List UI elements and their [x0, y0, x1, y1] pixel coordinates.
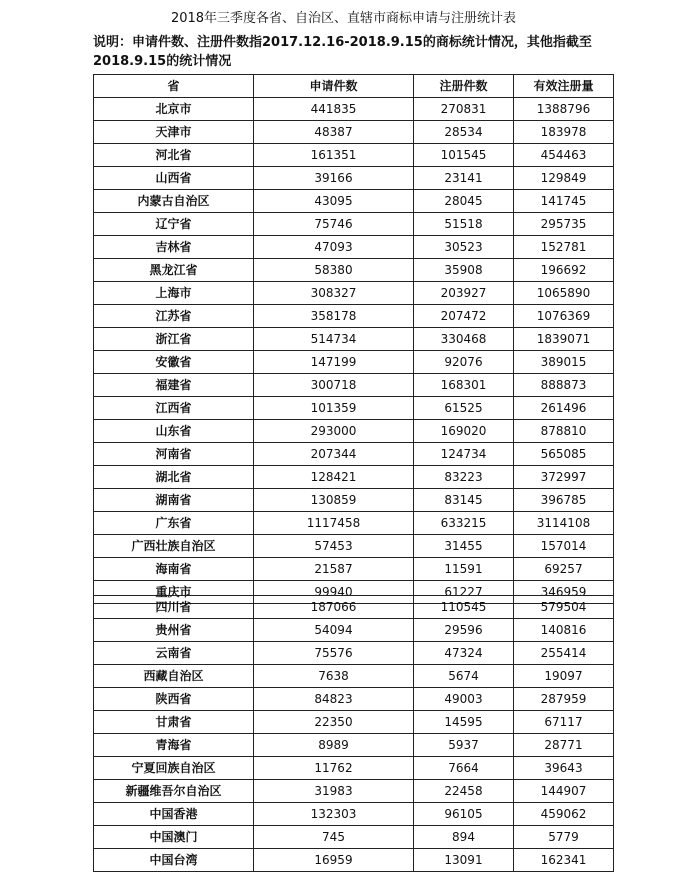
table-row: [94, 535, 614, 558]
table-row: [94, 780, 614, 803]
registrations-cell: 13091: [414, 849, 514, 872]
valid-registrations-cell: 255414: [514, 642, 614, 665]
table-row: [94, 351, 614, 374]
registrations-cell: 23141: [414, 167, 514, 190]
province-cell: 北京市: [94, 98, 254, 121]
table-row: [94, 190, 614, 213]
province-cell: 新疆维吾尔自治区: [94, 780, 254, 803]
valid-registrations-cell: 287959: [514, 688, 614, 711]
valid-registrations-cell: 3114108: [514, 512, 614, 535]
table-row: [94, 619, 614, 642]
registrations-cell: 203927: [414, 282, 514, 305]
applications-cell: 207344: [254, 443, 414, 466]
table-row: [94, 259, 614, 282]
valid-registrations-cell: 67117: [514, 711, 614, 734]
province-cell: 湖北省: [94, 466, 254, 489]
valid-registrations-cell: 396785: [514, 489, 614, 512]
applications-cell: 22350: [254, 711, 414, 734]
registrations-cell: 49003: [414, 688, 514, 711]
header-valid-registrations: 有效注册量: [514, 75, 614, 98]
table-row: [94, 734, 614, 757]
table-row: [94, 305, 614, 328]
table-row: [94, 328, 614, 351]
table-row: [94, 374, 614, 397]
registrations-cell: 22458: [414, 780, 514, 803]
province-cell: 青海省: [94, 734, 254, 757]
valid-registrations-cell: 389015: [514, 351, 614, 374]
table-row: [94, 282, 614, 305]
table-row: [94, 397, 614, 420]
valid-registrations-cell: 888873: [514, 374, 614, 397]
table-row: [94, 489, 614, 512]
applications-cell: 16959: [254, 849, 414, 872]
table-row: [94, 642, 614, 665]
registrations-cell: 270831: [414, 98, 514, 121]
registrations-cell: 92076: [414, 351, 514, 374]
stats-table-part-2: [93, 595, 614, 872]
table-row: [94, 443, 614, 466]
applications-cell: 99940: [254, 581, 414, 604]
table-row: [94, 665, 614, 688]
applications-cell: 21587: [254, 558, 414, 581]
province-cell: 湖南省: [94, 489, 254, 512]
province-cell: 吉林省: [94, 236, 254, 259]
applications-cell: 58380: [254, 259, 414, 282]
valid-registrations-cell: 140816: [514, 619, 614, 642]
applications-cell: 161351: [254, 144, 414, 167]
valid-registrations-cell: 5779: [514, 826, 614, 849]
valid-registrations-cell: 1388796: [514, 98, 614, 121]
registrations-cell: 28534: [414, 121, 514, 144]
registrations-cell: 35908: [414, 259, 514, 282]
valid-registrations-cell: 1076369: [514, 305, 614, 328]
applications-cell: 43095: [254, 190, 414, 213]
valid-registrations-cell: 141745: [514, 190, 614, 213]
header-applications: 申请件数: [254, 75, 414, 98]
applications-cell: 514734: [254, 328, 414, 351]
table-row: [94, 144, 614, 167]
registrations-cell: 168301: [414, 374, 514, 397]
registrations-cell: 31455: [414, 535, 514, 558]
province-cell: 河北省: [94, 144, 254, 167]
province-cell: 福建省: [94, 374, 254, 397]
registrations-cell: 207472: [414, 305, 514, 328]
province-cell: 重庆市: [94, 581, 254, 604]
province-cell: 江苏省: [94, 305, 254, 328]
table-row: [94, 420, 614, 443]
province-cell: 中国澳门: [94, 826, 254, 849]
applications-cell: 101359: [254, 397, 414, 420]
province-cell: 中国台湾: [94, 849, 254, 872]
province-cell: 甘肃省: [94, 711, 254, 734]
applications-cell: 39166: [254, 167, 414, 190]
registrations-cell: 51518: [414, 213, 514, 236]
table-row: [94, 688, 614, 711]
registrations-cell: 61227: [414, 581, 514, 604]
valid-registrations-cell: 196692: [514, 259, 614, 282]
table-row: [94, 558, 614, 581]
valid-registrations-cell: 157014: [514, 535, 614, 558]
registrations-cell: 96105: [414, 803, 514, 826]
valid-registrations-cell: 39643: [514, 757, 614, 780]
table-row: [94, 512, 614, 535]
province-cell: 云南省: [94, 642, 254, 665]
applications-cell: 57453: [254, 535, 414, 558]
valid-registrations-cell: 129849: [514, 167, 614, 190]
table-row: [94, 466, 614, 489]
page-title: 2018年三季度各省、自治区、直辖市商标申请与注册统计表: [170, 11, 517, 26]
registrations-cell: 5937: [414, 734, 514, 757]
table-header-row: [94, 75, 614, 98]
applications-cell: 745: [254, 826, 414, 849]
province-cell: 山东省: [94, 420, 254, 443]
valid-registrations-cell: 454463: [514, 144, 614, 167]
applications-cell: 147199: [254, 351, 414, 374]
applications-cell: 7638: [254, 665, 414, 688]
table-row: [94, 596, 614, 619]
table-row: [94, 849, 614, 872]
applications-cell: 187066: [254, 596, 414, 619]
province-cell: 黑龙江省: [94, 259, 254, 282]
applications-cell: 308327: [254, 282, 414, 305]
table-row: [94, 121, 614, 144]
province-cell: 浙江省: [94, 328, 254, 351]
registrations-cell: 30523: [414, 236, 514, 259]
province-cell: 宁夏回族自治区: [94, 757, 254, 780]
valid-registrations-cell: 878810: [514, 420, 614, 443]
valid-registrations-cell: 19097: [514, 665, 614, 688]
applications-cell: 293000: [254, 420, 414, 443]
province-cell: 广西壮族自治区: [94, 535, 254, 558]
header-province: 省: [94, 75, 254, 98]
registrations-cell: 330468: [414, 328, 514, 351]
table-row: [94, 236, 614, 259]
table-row: [94, 167, 614, 190]
registrations-cell: 83145: [414, 489, 514, 512]
applications-cell: 130859: [254, 489, 414, 512]
applications-cell: 132303: [254, 803, 414, 826]
applications-cell: 31983: [254, 780, 414, 803]
applications-cell: 75746: [254, 213, 414, 236]
applications-cell: 48387: [254, 121, 414, 144]
table-row: [94, 711, 614, 734]
valid-registrations-cell: 162341: [514, 849, 614, 872]
province-cell: 河南省: [94, 443, 254, 466]
valid-registrations-cell: 28771: [514, 734, 614, 757]
note-line-2: 2018.9.15的统计情况: [93, 54, 232, 69]
table-row: [94, 98, 614, 121]
registrations-cell: 7664: [414, 757, 514, 780]
applications-cell: 84823: [254, 688, 414, 711]
table-row: [94, 213, 614, 236]
registrations-cell: 894: [414, 826, 514, 849]
valid-registrations-cell: 346959: [514, 581, 614, 604]
valid-registrations-cell: 295735: [514, 213, 614, 236]
stats-table-part-1: [93, 74, 614, 604]
note-line-1: 说明：申请件数、注册件数指2017.12.16-2018.9.15的商标统计情况，其他指截至: [93, 35, 592, 50]
valid-registrations-cell: 1065890: [514, 282, 614, 305]
registrations-cell: 14595: [414, 711, 514, 734]
applications-cell: 358178: [254, 305, 414, 328]
registrations-cell: 29596: [414, 619, 514, 642]
province-cell: 江西省: [94, 397, 254, 420]
registrations-cell: 28045: [414, 190, 514, 213]
province-cell: 内蒙古自治区: [94, 190, 254, 213]
applications-cell: 300718: [254, 374, 414, 397]
valid-registrations-cell: 261496: [514, 397, 614, 420]
valid-registrations-cell: 1839071: [514, 328, 614, 351]
valid-registrations-cell: 152781: [514, 236, 614, 259]
valid-registrations-cell: 69257: [514, 558, 614, 581]
applications-cell: 1117458: [254, 512, 414, 535]
province-cell: 广东省: [94, 512, 254, 535]
registrations-cell: 47324: [414, 642, 514, 665]
province-cell: 山西省: [94, 167, 254, 190]
registrations-cell: 124734: [414, 443, 514, 466]
applications-cell: 54094: [254, 619, 414, 642]
province-cell: 中国香港: [94, 803, 254, 826]
registrations-cell: 101545: [414, 144, 514, 167]
applications-cell: 128421: [254, 466, 414, 489]
table-note: [93, 33, 593, 71]
registrations-cell: 11591: [414, 558, 514, 581]
applications-cell: 441835: [254, 98, 414, 121]
province-cell: 辽宁省: [94, 213, 254, 236]
applications-cell: 8989: [254, 734, 414, 757]
province-cell: 上海市: [94, 282, 254, 305]
table-row: [94, 826, 614, 849]
registrations-cell: 633215: [414, 512, 514, 535]
registrations-cell: 169020: [414, 420, 514, 443]
province-cell: 陕西省: [94, 688, 254, 711]
registrations-cell: 61525: [414, 397, 514, 420]
table-row: [94, 803, 614, 826]
province-cell: 四川省: [94, 596, 254, 619]
table-row: [94, 757, 614, 780]
valid-registrations-cell: 372997: [514, 466, 614, 489]
applications-cell: 47093: [254, 236, 414, 259]
province-cell: 海南省: [94, 558, 254, 581]
registrations-cell: 110545: [414, 596, 514, 619]
applications-cell: 11762: [254, 757, 414, 780]
valid-registrations-cell: 144907: [514, 780, 614, 803]
registrations-cell: 83223: [414, 466, 514, 489]
registrations-cell: 5674: [414, 665, 514, 688]
valid-registrations-cell: 579504: [514, 596, 614, 619]
valid-registrations-cell: 183978: [514, 121, 614, 144]
valid-registrations-cell: 459062: [514, 803, 614, 826]
province-cell: 贵州省: [94, 619, 254, 642]
valid-registrations-cell: 565085: [514, 443, 614, 466]
province-cell: 天津市: [94, 121, 254, 144]
province-cell: 西藏自治区: [94, 665, 254, 688]
province-cell: 安徽省: [94, 351, 254, 374]
header-registrations: 注册件数: [414, 75, 514, 98]
applications-cell: 75576: [254, 642, 414, 665]
